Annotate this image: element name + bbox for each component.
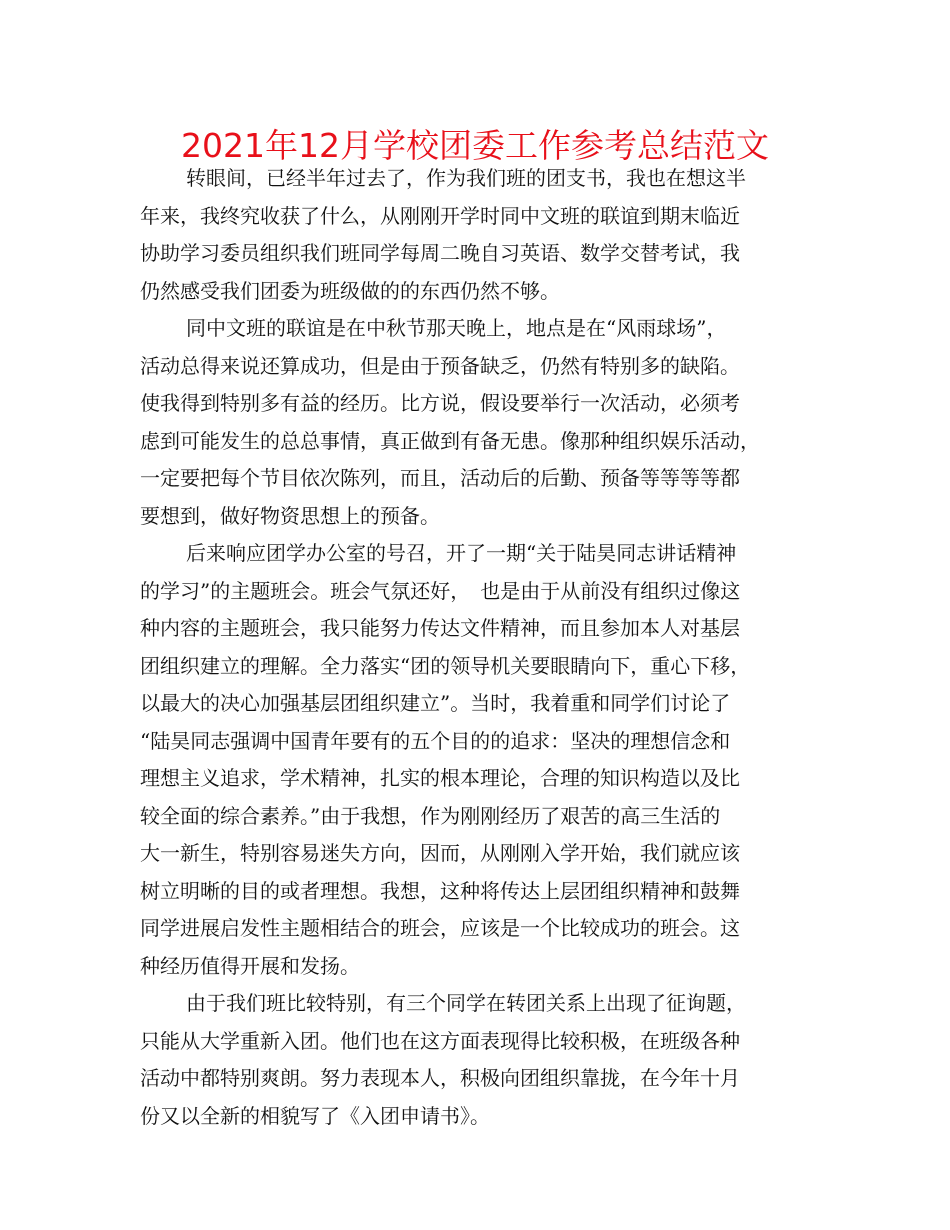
text-line: 较全面的综合素养。”由于我想，作为刚刚经历了艰苦的高三生活的	[140, 803, 721, 828]
text-line: 同学进展启发性主题相结合的班会，应该是一个比较成功的班会。这	[140, 916, 740, 940]
text-line: 转眼间，已经半年过去了，作为我们班的团支书，我也在想这半	[186, 166, 746, 190]
text-line: 仍然感受我们团委为班级做的的东西仍然不够。	[140, 278, 560, 303]
text-line: 种内容的主题班会，我只能努力传达文件精神，而且参加本人对基层	[140, 616, 740, 640]
text-line: 活动总得来说还算成功，但是由于预备缺乏，仍然有特别多的缺陷。	[140, 353, 740, 378]
text-line: 活动中都特别爽朗。努力表现本人，积极向团组织靠拢，在今年十月	[140, 1066, 740, 1090]
text-line: 理想主义追求，学术精神，扎实的根本理论，合理的知识构造以及比	[140, 766, 740, 790]
text-line: 协助学习委员组织我们班同学每周二晚自习英语、数学交替考试，我	[140, 241, 740, 265]
document-title: 2021年12月学校团委工作参考总结范文	[181, 126, 769, 165]
text-line: 树立明晰的目的或者理想。我想，这种将传达上层团组织精神和鼓舞	[140, 878, 740, 903]
paragraph	[140, 310, 818, 535]
paragraph	[140, 160, 818, 310]
text-line: 团组织建立的理解。全力落实“团的领导机关要眼睛向下，重心下移，	[140, 653, 751, 678]
text-line: 种经历值得开展和发扬。	[140, 953, 360, 978]
text-line: 年来，我终究收获了什么，从刚刚开学时同中文班的联谊到期末临近	[140, 203, 740, 228]
text-line: 大一新生，特别容易迷失方向，因而，从刚刚入学开始，我们就应该	[140, 841, 740, 865]
text-line: “陆昊同志强调中国青年要有的五个目的的追求：坚决的理想信念和	[140, 728, 731, 753]
document-body	[140, 160, 818, 1135]
text-line: 虑到可能发生的总总事情，真正做到有备无患。像那种组织娱乐活动，	[140, 428, 760, 453]
text-line: 一定要把每个节目依次陈列，而且，活动后的后勤、预备等等等等都	[140, 466, 740, 490]
text-line: 后来响应团学办公室的号召，开了一期“关于陆昊同志讲话精神	[186, 541, 737, 565]
text-line: 使我得到特别多有益的经历。比方说，假设要举行一次活动，必须考	[140, 391, 740, 415]
text-line: 的学习”的主题班会。班会气氛还好， 也是由于从前没有组织过像这	[140, 578, 741, 603]
paragraph	[140, 535, 818, 985]
text-line: 只能从大学重新入团。他们也在这方面表现得比较积极，在班级各种	[140, 1028, 740, 1053]
text-line: 同中文班的联谊是在中秋节那天晚上，地点是在“风雨球场”，	[186, 316, 727, 340]
text-line: 由于我们班比较特别，有三个同学在转团关系上出现了征询题，	[186, 991, 746, 1015]
text-line: 要想到，做好物资思想上的预备。	[140, 503, 440, 528]
paragraph	[140, 985, 818, 1135]
text-line: 以最大的决心加强基层团组织建立”。当时，我着重和同学们讨论了	[140, 691, 731, 715]
text-line: 份又以全新的相貌写了《入团申请书》。	[140, 1103, 490, 1128]
